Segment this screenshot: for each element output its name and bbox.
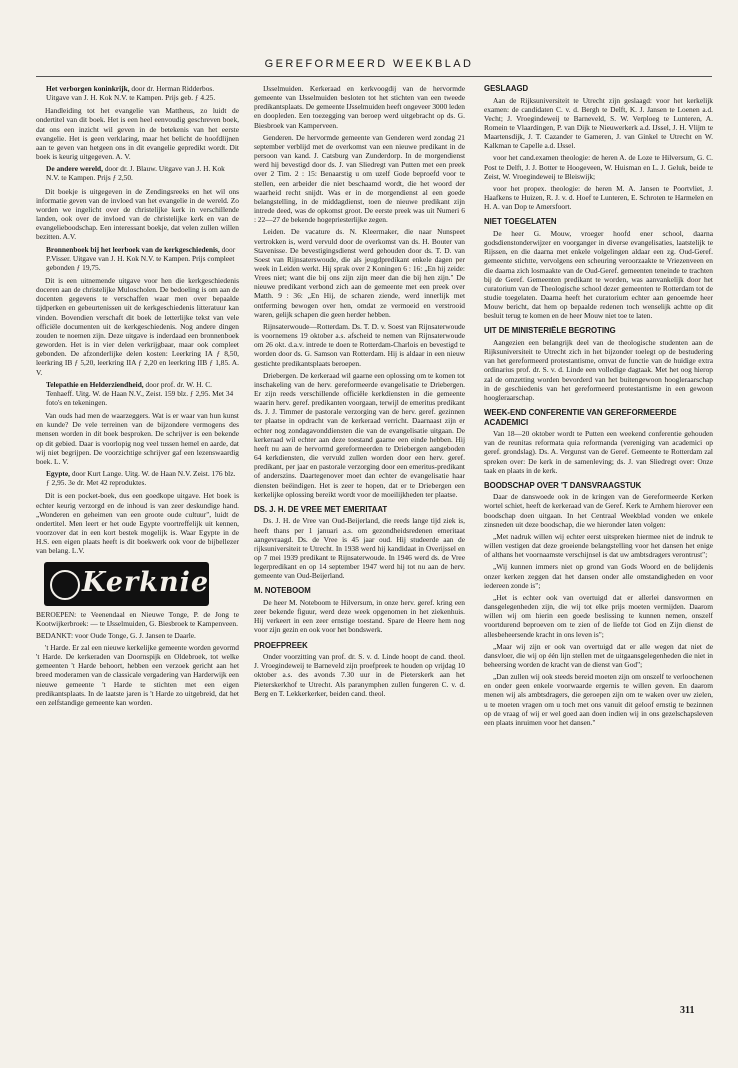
bedankt-notice (36, 631, 239, 640)
section-paragraph: Onder voorzitting van prof. dr. S. v. d. Linde hoopt de cand. theol. J. Vroegindeweij te Barneveld zijn proefpreek te houden op vrijdag 10 oktober a.s. des avonds 7.30 uur in de Pieterskerk aan het Pieterskerkhof te Utrecht. Als paranymphen zullen fungeren C. v. d. Berg en T. Lekkerkerker, beiden cand. theol. (254, 652, 465, 698)
review-meta: door Kurt Lange. Uitg. W. de Haan N.V. Zeist. 176 blz. ƒ 2,95. 3e dr. Met 42 reproduktes. (46, 469, 236, 488)
news-item (254, 84, 465, 130)
review-item (36, 164, 239, 182)
book-reviews (36, 84, 239, 556)
review-item (36, 469, 239, 487)
review-meta: door prof. dr. W. H. C. Tenhaeff. Uitg. W. de Haan N.V., Zeist. 159 blz. ƒ 2,95. Met 34 foto's en tekeningen. (46, 379, 234, 407)
section-heading: M. NOTEBOOM (254, 586, 311, 596)
section-heading: PROEFPREEK (254, 640, 308, 650)
section-heading: GESLAAGD (484, 84, 529, 93)
section-heading: BOODSCHAP OVER 'T DANSVRAAGSTUK (484, 480, 642, 490)
review-body: Dit is een pocket-boek, dus een goedkope uitgave. Het boek is echter keurig verzorgd en de inhoud is van zeer deskundige hand. „Wonderen en geheimen van een groote oude cultuur", luidt de ondertitel. Men leert er het oude Egypte voortreffelijk uit kennen, voorzover dat in een kort bestek mogelijk is. Waar Egypte in de H.S. een eigen plaats heeft is dit boekwerk ook voor de bijbellezer van belang. L.V. (36, 491, 239, 556)
review-item (36, 380, 239, 407)
banner-label: Kerknieuws (82, 566, 271, 598)
section-paragraph: Van 18—20 oktober wordt te Putten een weekend conferentie gehouden van de reunitas reformata quia reformanda (vereniging van academici op geref. grondslag). Ds. A. Vergunst van de Geref. Gemeente te Rotterdam zal spreken over: De kerk in de samenleving; ds. J. van Sliedregt over: Onze taak en plaats in de kerk. (484, 429, 713, 475)
news-place: Leiden. (263, 227, 286, 237)
section-heading: DS. J. H. DE VREE MET EMERITAAT (254, 504, 388, 514)
bedankt-text: voor Oude Tonge, G. J. Jansen te Daarle. (73, 630, 196, 640)
page-header-title: GEREFORMEERD WEEKBLAD (264, 58, 474, 70)
review-title: Egypte, (46, 469, 71, 479)
review-title: De andere wereld, (46, 164, 103, 174)
review-item (36, 84, 239, 102)
review-body: Dit boekje is uitgegeven in de Zendingsreeks en het wil ons informatie geven van de invloed van het evangelie in de wereld. Zo worden we ingelicht over de christelijke kerk in verschillende landen, ook over de invloed van de christelijke kerk en van de evangelieboodschap. Een interessant boekje, dat velen zullen willen bezitten. A.V. (36, 186, 239, 242)
section-paragraph: Aangezien een belangrijk deel van de theologische studenten aan de Rijksuniversiteit te Utrecht zich in het bijzonder toelegt op de bestudering van het gereformeerd protestantisme, omvat de functie van de huidige extra ordinarius prof. dr. S. v. d. Linde een volledige dagtaak. Met het oog hierop zal de omzetting worden bevorderd van het buitengewoon hoogleraarschap in de geschiedenis van het gereformeerd protestantisme in een gewoon hoogleraarschap. (484, 337, 713, 402)
news-item (254, 322, 465, 368)
section-heading: UIT DE MINISTERIËLE BEGROTING (484, 326, 616, 336)
news-text: Ds. T. D. v. Soest van Rijnsaterwoude is voornemens 19 oktober a.s. afscheid te nemen van Rijnsaterwoude om 26 okt. d.a.v. intrede te doen te Rotterdam-Charlois en bevestigd te worden door ds. G. Samson van Rotterdam. Hij is aldaar in een nieuw gestichte predikantsplaats beroepen. (254, 321, 465, 368)
column-2 (254, 84, 465, 1016)
review-title: Telepathie en Helderziendheid, (46, 379, 144, 389)
kerknieuws-banner (44, 562, 271, 606)
review-meta: door P.Visser. Uitgave van J. H. Kok N.V. te Kampen. Prijs compleet gebonden ƒ 19,75. (46, 244, 236, 272)
news-text: Kerkeraad en kerkvoogdij van de hervormde gemeente van IJsselmuiden besloten tot het stichten van een tweede predikantsplaats. De gemeente IJsselmuiden heeft ongeveer 3000 leden en doopleden. Een toezegging van beroep werd uitgebracht op ds. G. Biesbroek van Kamperveen. (254, 84, 465, 130)
review-title: Bronnenboek bij het leerboek van de kerkgeschiedenis, (46, 244, 220, 254)
section-heading: NIET TOEGELATEN (484, 217, 557, 227)
news-text: De kerkeraad wil gaarne een oplossing om te komen tot inschakeling van de herv. gereformeerde evangelisatie te Driebergen. Er zijn reeds verschillende officiële kerkdiensten in die gemeente waarin herv. geref. predikanten voorgaan, terwijl de emeritus predikant ds. J. J. Timmer de pastorale verzorging van de herv. geref. gezinnen ter plaatse in opdracht van de kerkeraad verricht. Daarnaast zijn er echter nog zondagavonddiensten die van de evangelisatie uitgaan. De kerkeraad wil echter aan deze toestand gaarne een einde hebben. Hij heeft nu aan de hervormd gereformeerden te Driebergen aangeboden 64 kerkdiensten, die vervuld zullen worden door een herv. geref. predikant, per jaar en pastorale verzorging door een emeritus-predikant of anderszins. Daartegenover moet dan echter de evangelisatie haar diensten beëindigen. Het is zeer te hopen, dat er te Driebergen een kerkelijke oplossing bereikt wordt voor de moeilijkheden ter plaatse. (254, 370, 465, 499)
review-meta: door dr. J. Blauw. Uitgave van J. H. Kok N.V. te Kampen. Prijs ƒ 2,50. (46, 164, 225, 183)
header-rule (36, 76, 712, 77)
news-place: Rijnsaterwoude—Rotterdam. (263, 321, 350, 331)
beroepen-label: BEROEPEN: (36, 609, 77, 619)
news-text: De vacature ds. N. Kleermaker, die naar Nunspeet vertrokken is, werd vervuld door de overkomst van ds. H. Bouter van Stavenisse. De bevestigingsdienst werd gehouden door ds. T. D. van Soest van Rijnsaterswoude, die als jeugdpredikant enkele dagen per week in Leiden werkt. Hij sprak over 2 Koningen 6 : 16: „En hij zeide: Vrees niet; want die bij ons zijn zijn meer dan die bij hen zijn." De nieuwe predikant verbond zich aan de gemeente met een preek over Matth. 9 : 36: „En Hij, de scharen ziende, werd innerlijk met ontferming bewogen over hen, omdat ze vermoeid en verstrooid waren, gelijk schapen die geen herder hebben. (254, 227, 465, 319)
review-body: Van ouds had men de waarzeggers. Wat is er waar van hun kunst en kunde? De vele terreinen van de bijzondere vermogens des mensen worden in dit boek besproken. De schrijver is een bekende op dit gebied. Daar is voorlopig nog veel tussen hemel en aarde, dat wij niet begrijpen. De voorzichtige schrijver gaf een lezenswaardig boek. L. V. (36, 411, 239, 466)
beroepen-notice (36, 610, 239, 628)
section-paragraph: Daar de danswoede ook in de kringen van de Gereformeerde Kerken wortel schiet, heeft de kerkeraad van de Geref. Kerk te Arnhem hierover een boodschap doen uitgaan. In het Centraal Weekblad vonden we enkele zinsneden uit deze boodschap, die we hieronder laten volgen: (484, 492, 713, 529)
section-paragraph: „Dan zullen wij ook steeds bereid moeten zijn om onszelf te verloochenen en onder geen enkele voorwaarde ergernis te willen geven. En daarom menen wij als ambtsdragers, die geroepen zijn om te waken over uw zielen, u te moeten vragen om u toch met ons vanuit dit geloof ernstig te bezinnen op de vraag of wij er wel goed aan doen indien wij in ons gezelschapsleven een plaats inruimen voor het dansen." (484, 672, 713, 727)
section-heading: WEEK-END CONFERENTIE VAN GEREFORMEERDE ACADEMICI (484, 408, 677, 427)
news-item (254, 133, 465, 225)
news-text: De hervormde gemeente van Genderen werd zondag 21 september verblijd met de overkomst van een nieuwe predikant in de persoon van kand. J. Catsburg van Zunderdorp. In de morgendienst werd hij bevestigd door ds. J. van Sliedregt van Putten met een preek over 2 Tim. 2 : 15: Benaarstig u om uzelf Gode beproefd voor te stellen, een arbeider die niet beschaamd wordt, die het woord der waarheid recht snijdt. Was er in de morgendienst al een goede belangstelling, in de middagdienst, toen de nieuwe predikant zijn intrede deed, was de opkomst groot. De eerste preek was uit Numeri 6 : 22—27 de bekende hogepriesterlijke zegen. (254, 132, 465, 225)
page-number: 311 (680, 1005, 695, 1016)
section-paragraph: Aan de Rijksuniversiteit te Utrecht zijn geslaagd: voor het kerkelijk examen: de candidaten C. v. d. Bergh te Delft, K. J. Jansen te Loenen a.d. Vecht; J. Vroegindeweij te Barneveld, S. W. Verploeg te Lunteren, A. Romein te Vlaardingen, P. van Dijk te Nieuwerkerk a.d. IJssel, J. H. Vlijm te Maartensdijk, J. T. Cazander te Gameren, J. van Ginkel te Utrecht en W. Kalkman te Capelle a.d. IJssel. (484, 95, 713, 151)
news-item (254, 371, 465, 499)
review-meta: door dr. Herman Ridderbos. Uitgave van J. H. Kok N.V. te Kampen. Prijs geb. ƒ 4.25. (46, 84, 216, 103)
harde-label: 't Harde. (45, 642, 71, 652)
section-paragraph: „Maar wij zijn er ook van overtuigd dat er alle wegen dat niet de dansvloer, die wij op één lijn stellen met de uitgaansgelegenheden die niet in beheersing worden de kracht van de dienst van God"; (484, 641, 713, 669)
bedankt-label: BEDANKT: (36, 630, 73, 640)
section-paragraph: voor het cand.examen theologie: de heren A. de Loze te Hilversum, G. C. Post te Delft, J. J. Botter te Hoogeveen, W. Huisman en L. J. Geluk, beide te Zeist, W. Vroegindeweij te Bleiswijk; (484, 153, 713, 181)
section-paragraph: voor het propex. theologie: de heren M. A. Jansen te Poortvliet, J. Haafkens te Huizen, R. J. v. d. Hoef te Lunteren, E. Schroten te Harmelen en H. A. van Dop te Amersfoort. (484, 183, 713, 212)
news-place: Driebergen. (263, 370, 298, 380)
news-place: IJsselmuiden. (263, 84, 304, 93)
review-body: Dit is een uitnemende uitgave voor hen die kerkgeschiedenis doceren aan de christelijke Muloscholen. De bedoeling is om aan de docenten gegevens te verschaffen waar men over bepaalde tijdperken en gebeurtenissen uit de kerkgeschiedenis litteratuur kan vinden. Bovendien verschaft dit boek de letterlijke tekst van vele officiële documenten uit de kerkgeschiedenis. Nog andere dingen zouden te noemen zijn. Deze uitgave is inderdaad een bronnenboek geworden. Het is in vier delen verkrijgbaar, maar ook compleet gebonden. De afzonderlijke delen kosten: Leerkring IA ƒ 8,50, leerkring IB ƒ 5,20, leerkring IIA ƒ 2,20 en leerkring IIB ƒ 1,85. A. V. (36, 275, 239, 377)
news-item (254, 227, 465, 319)
news-place: Genderen. (263, 132, 294, 142)
section-paragraph: „Het is echter ook van overtuigd dat er allerlei dansvormen en dansgelegenheden zijn, die wij tot elke prijs moeten vermijden. Daarom willen wij om hierin een goede beslissing te kunnen nemen, onszelf voortdurend beproeven om te zien of de liefde tot God en Zijn dienst de allesbeheersende kracht in ons leven is"; (484, 592, 713, 639)
section-paragraph: De heer M. Noteboom te Hilversum, in onze herv. geref. kring een zeer bekende figuur, werd deze week opgenomen in het ziekenhuis. Hij verkeert in een zeer ernstige toestand. Spare de Heere hem nog voor zijn gezin en ook voor het bondswerk. (254, 597, 465, 635)
harde-text: Er zal een nieuwe kerkelijke gemeente worden gevormd 't Harde. De kerkeraden van Doornspijk en Oldebroek, tot welke gemeenten 't Harde behoort, hebben een verzoek gericht aan het breed moderamen van de classicale vergadering van Harderwijk een nieuwe gemeente 't Harde te stichten met een eigen predikantsplaats. In de laatste jaren is 't Harde zo uitgebreid, dat het een zelfstandige gemeente kan worden. (36, 642, 239, 707)
section-paragraph: De heer G. Mouw, vroeger hoofd ener school, daarna godsdienstonderwijzer en voorganger in diverse evangelisaties, laatstelijk te Rijssen, en die daarna met enkele volgelingen aldaar een zg. Oud-Geref. gemeente stichtte, vervolgens een scheuring veroorzaakte te Vriezenveen en die daarna zich losmaakte van de Oud-Geref. gemeenten teneinde te trachten bij de Geref. Gemeenten predikant te worden, was aanvankelijk door het curatorium van de Theologische school dezer gemeenten te Rotterdam tot de studie toegelaten. Daarna heeft het curatorium echter aan genoemde heer Mouw bericht, dat hem op bepaalde redenen toch wenselijk achtte op dit besluit terug te komen en de heer Mouw niet toe te laten. (484, 228, 713, 321)
column-1 (36, 84, 271, 1016)
section-paragraph: „Met nadruk willen wij echter eerst uitspreken hiermee niet de indruk te willen vestigen dat deze groeiende belangstelling voor het dansen het enige of althans het voornaamste verschijnsel is dat uw ambtsdragers verontrust"; (484, 531, 713, 560)
church-icon (50, 570, 80, 600)
beroepen-text: te Veenendaal en Nieuwe Tonge, P. de Jong te Kootwijkerbroek: — te IJsselmuiden, G. Biesbroek te Kampenveen. (36, 609, 239, 628)
section-paragraph: „Wij kunnen immers niet op grond van Gods Woord en de belijdenis onzer kerken zeggen dat het dansen onder alle omstandigheden en voor iedereen zonde is"; (484, 562, 713, 590)
harde-news (36, 643, 239, 707)
section-paragraph: Ds. J. H. de Vree van Oud-Beijerland, die reeds lange tijd ziek is, heeft thans per 1 januari a.s. om gezondheidsredenen emeritaat aangevraagd. Ds. de Vree is 45 jaar oud. Hij studeerde aan de rijksuniversiteit te Utrecht. In 1938 werd hij kandidaat in Overijssel en op 7 mei 1939 predikant te Rijnsaterwoude. In 1946 werd ds. de Vree legerpredikant en op 14 september 1947 werd hij tot nu aan de herv. gemeente van Oud-Beijerland. (254, 516, 465, 581)
column-3 (484, 84, 713, 1016)
review-title: Het verborgen koninkrijk, (46, 84, 130, 93)
review-item (36, 245, 239, 272)
review-body: Handleiding tot het evangelie van Mattheus, zo luidt de ondertitel van dit boek. Het is een heel eenvoudig geschreven boek, dat ons een inzicht wil geven in de betekenis van het eerste evangelie. Het is geen verklaring, maar het belicht de hoofdlijnen aan te geven van hetgeen ons in dit evangelie gepredikt wordt. Dit boek is keurig uitgegeven. A. V. (36, 106, 239, 162)
